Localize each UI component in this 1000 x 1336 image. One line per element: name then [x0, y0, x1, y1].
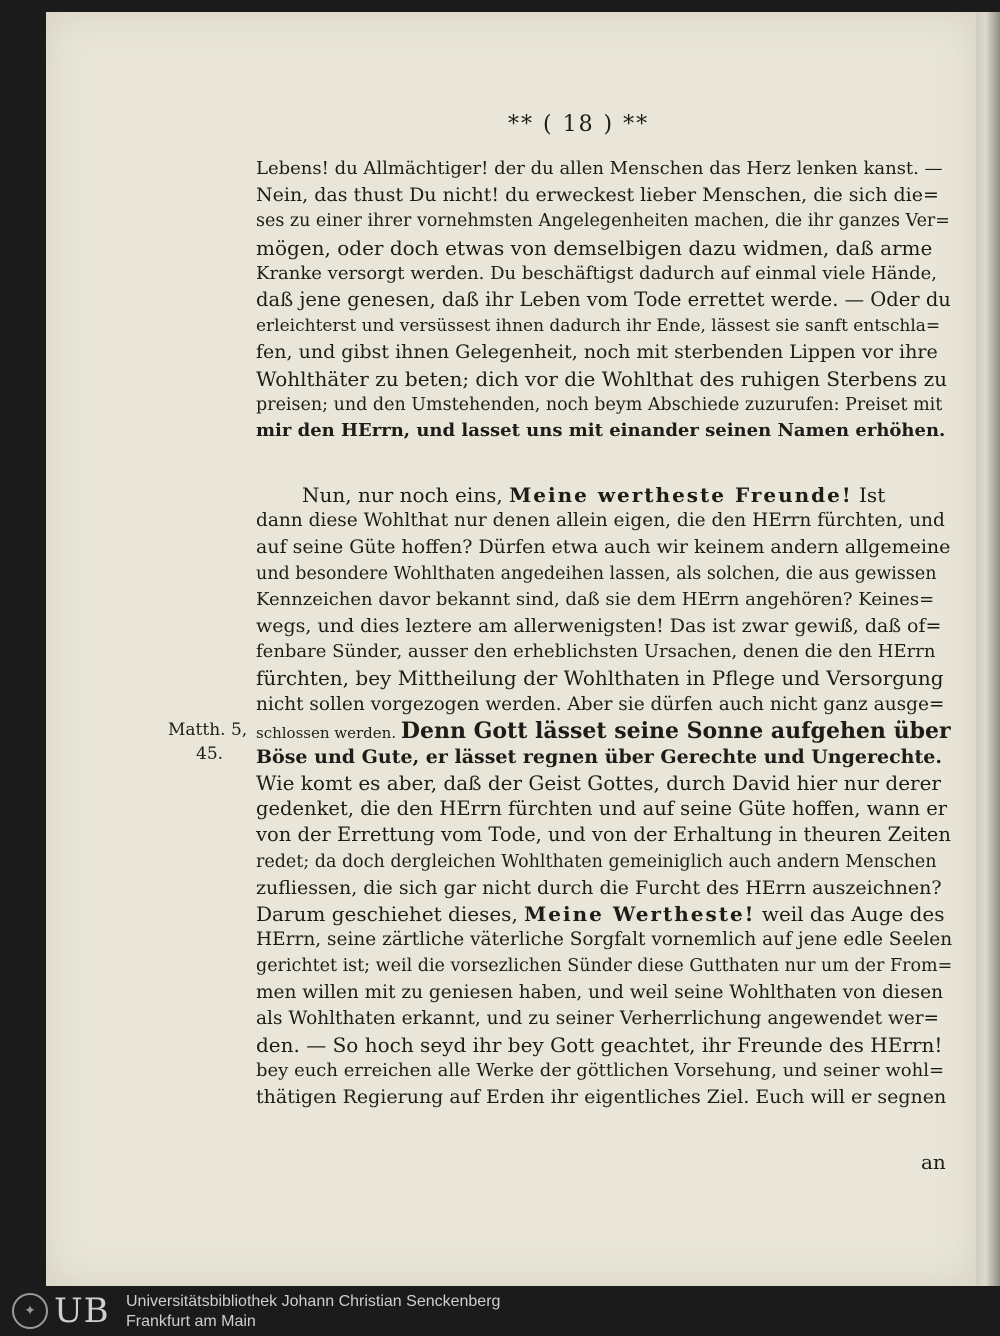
text-run: Nun, nur noch eins, — [302, 483, 503, 507]
library-name — [126, 1292, 500, 1332]
text-run: Darum geschiehet dieses, — [256, 902, 518, 926]
spaced-emphasis: Meine Wertheste! — [524, 902, 756, 926]
text-line: als Wohlthaten erkannt, und zu seiner Verherrlichung angewendet wer= — [256, 1007, 940, 1029]
text-run: schlossen werden. — [256, 723, 397, 742]
text-line: von der Errettung vom Tode, und von der Erhaltung in theuren Zeiten — [256, 823, 951, 847]
library-name-line1: Universitätsbibliothek Johann Christian Senckenberg — [126, 1293, 501, 1310]
text-line: fürchten, bey Mittheilung der Wohlthaten in Pflege und Versorgung — [256, 666, 944, 691]
text-line: wegs, und dies leztere am allerwenigsten! Das ist zwar gewiß, daß of= — [256, 614, 942, 637]
text-line: Kennzeichen davor bekannt sind, daß sie dem HErrn angehören? Keines= — [256, 588, 935, 610]
text-line: gerichtet ist; weil die vorsezlichen Sünder diese Gutthaten nur um der From= — [256, 956, 953, 977]
bold-quote-line: mir den HErrn, und lasset uns mit einander seinen Namen erhöhen. — [256, 419, 946, 441]
text-line: redet; da doch dergleichen Wohlthaten gemeiniglich auch andern Menschen — [256, 851, 937, 872]
text-line: thätigen Regierung auf Erden ihr eigentliches Ziel. Euch will er segnen — [256, 1086, 947, 1109]
text-line: nicht sollen vorgezogen werden. Aber sie dürfen auch nicht ganz ausge= — [256, 693, 945, 715]
page-header: ** ( 18 ) ** — [508, 112, 650, 137]
text-line: den. — So hoch seyd ihr bey Gott geachtet, ihr Freunde des HErrn! — [256, 1032, 943, 1057]
text-line: HErrn, seine zärtliche väterliche Sorgfalt vornemlich auf jene edle Seelen — [256, 929, 953, 951]
paragraph-1 — [256, 156, 952, 444]
text-line: fen, und gibst ihnen Gelegenheit, noch mit sterbenden Lippen vor ihre — [256, 341, 938, 364]
catchword: an — [921, 1150, 946, 1174]
text-line: Nein, das thust Du nicht! du erweckest lieber Menschen, die sich die= — [256, 184, 939, 207]
margin-reference-verse: 45. — [196, 744, 224, 764]
bible-quote-line: Böse und Gute, er lässet regnen über Gerechte und Ungerechte. — [256, 745, 942, 768]
text-line: preisen; und den Umstehenden, noch beym Abschiede zuzurufen: Preiset mit — [256, 394, 943, 415]
seal-icon: ✦ — [12, 1293, 48, 1329]
text-line: Wohlthäter zu beten; dich vor die Wohlthat des ruhigen Sterbens zu — [256, 366, 948, 391]
margin-reference — [168, 718, 247, 766]
text-line: bey euch erreichen alle Werke der göttlichen Vorsehung, und seiner wohl= — [256, 1060, 945, 1082]
text-line: Wie komt es aber, daß der Geist Gottes, durch David hier nur derer — [256, 771, 941, 796]
text-run: Ist — [859, 483, 886, 507]
margin-reference-book: Matth. 5, — [168, 720, 248, 740]
text-line: Kranke versorgt werden. Du beschäftigst dadurch auf einmal viele Hände, — [256, 262, 938, 284]
bible-quote: Denn Gott lässet seine Sonne aufgehen über — [400, 717, 951, 744]
text-line: gedenket, die den HErrn fürchten und auf seine Güte hoffen, wann er — [256, 797, 948, 821]
text-line — [256, 482, 952, 508]
footer-bar — [0, 1286, 1000, 1336]
text-line — [256, 901, 952, 927]
text-line — [256, 718, 952, 744]
text-line: erleichterst und versüssest ihnen dadurch ihr Ende, lässest sie sanft entschla= — [256, 316, 941, 337]
page-edge — [976, 12, 1000, 1286]
text-line: zufliessen, die sich gar nicht durch die Furcht des HErrn auszeichnen? — [256, 876, 942, 899]
text-line: und besondere Wohlthaten angedeihen lassen, als solchen, die aus gewissen — [256, 563, 937, 584]
text-line: ses zu einer ihrer vornehmsten Angelegenheiten machen, die ihr ganzes Ver= — [256, 211, 950, 232]
text-line: fenbare Sünder, ausser den erheblichsten Ursachen, denen die den HErrn — [256, 641, 936, 663]
spaced-emphasis: Meine wertheste Freunde! — [509, 483, 853, 507]
text-line: mögen, oder doch etwas von demselbigen dazu widmen, daß arme — [256, 235, 933, 260]
text-line: daß jene genesen, daß ihr Leben vom Tode errettet werde. — Oder du — [256, 287, 951, 311]
text-line: auf seine Güte hoffen? Dürfen etwa auch wir keinem andern allgemeine — [256, 536, 951, 559]
text-line: dann diese Wohlthat nur denen allein eigen, die den HErrn fürchten, und — [256, 510, 945, 532]
text-run: weil das Auge des — [761, 902, 945, 926]
logo-text: UB — [54, 1291, 110, 1331]
library-name-line2: Frankfurt am Main — [126, 1313, 256, 1330]
text-line: Lebens! du Allmächtiger! der du allen Menschen das Herz lenken kanst. — — [256, 158, 943, 179]
text-line: men willen mit zu geniesen haben, und weil seine Wohlthaten von diesen — [256, 981, 944, 1003]
library-logo[interactable] — [12, 1290, 116, 1332]
paragraph-2 — [256, 482, 952, 1111]
